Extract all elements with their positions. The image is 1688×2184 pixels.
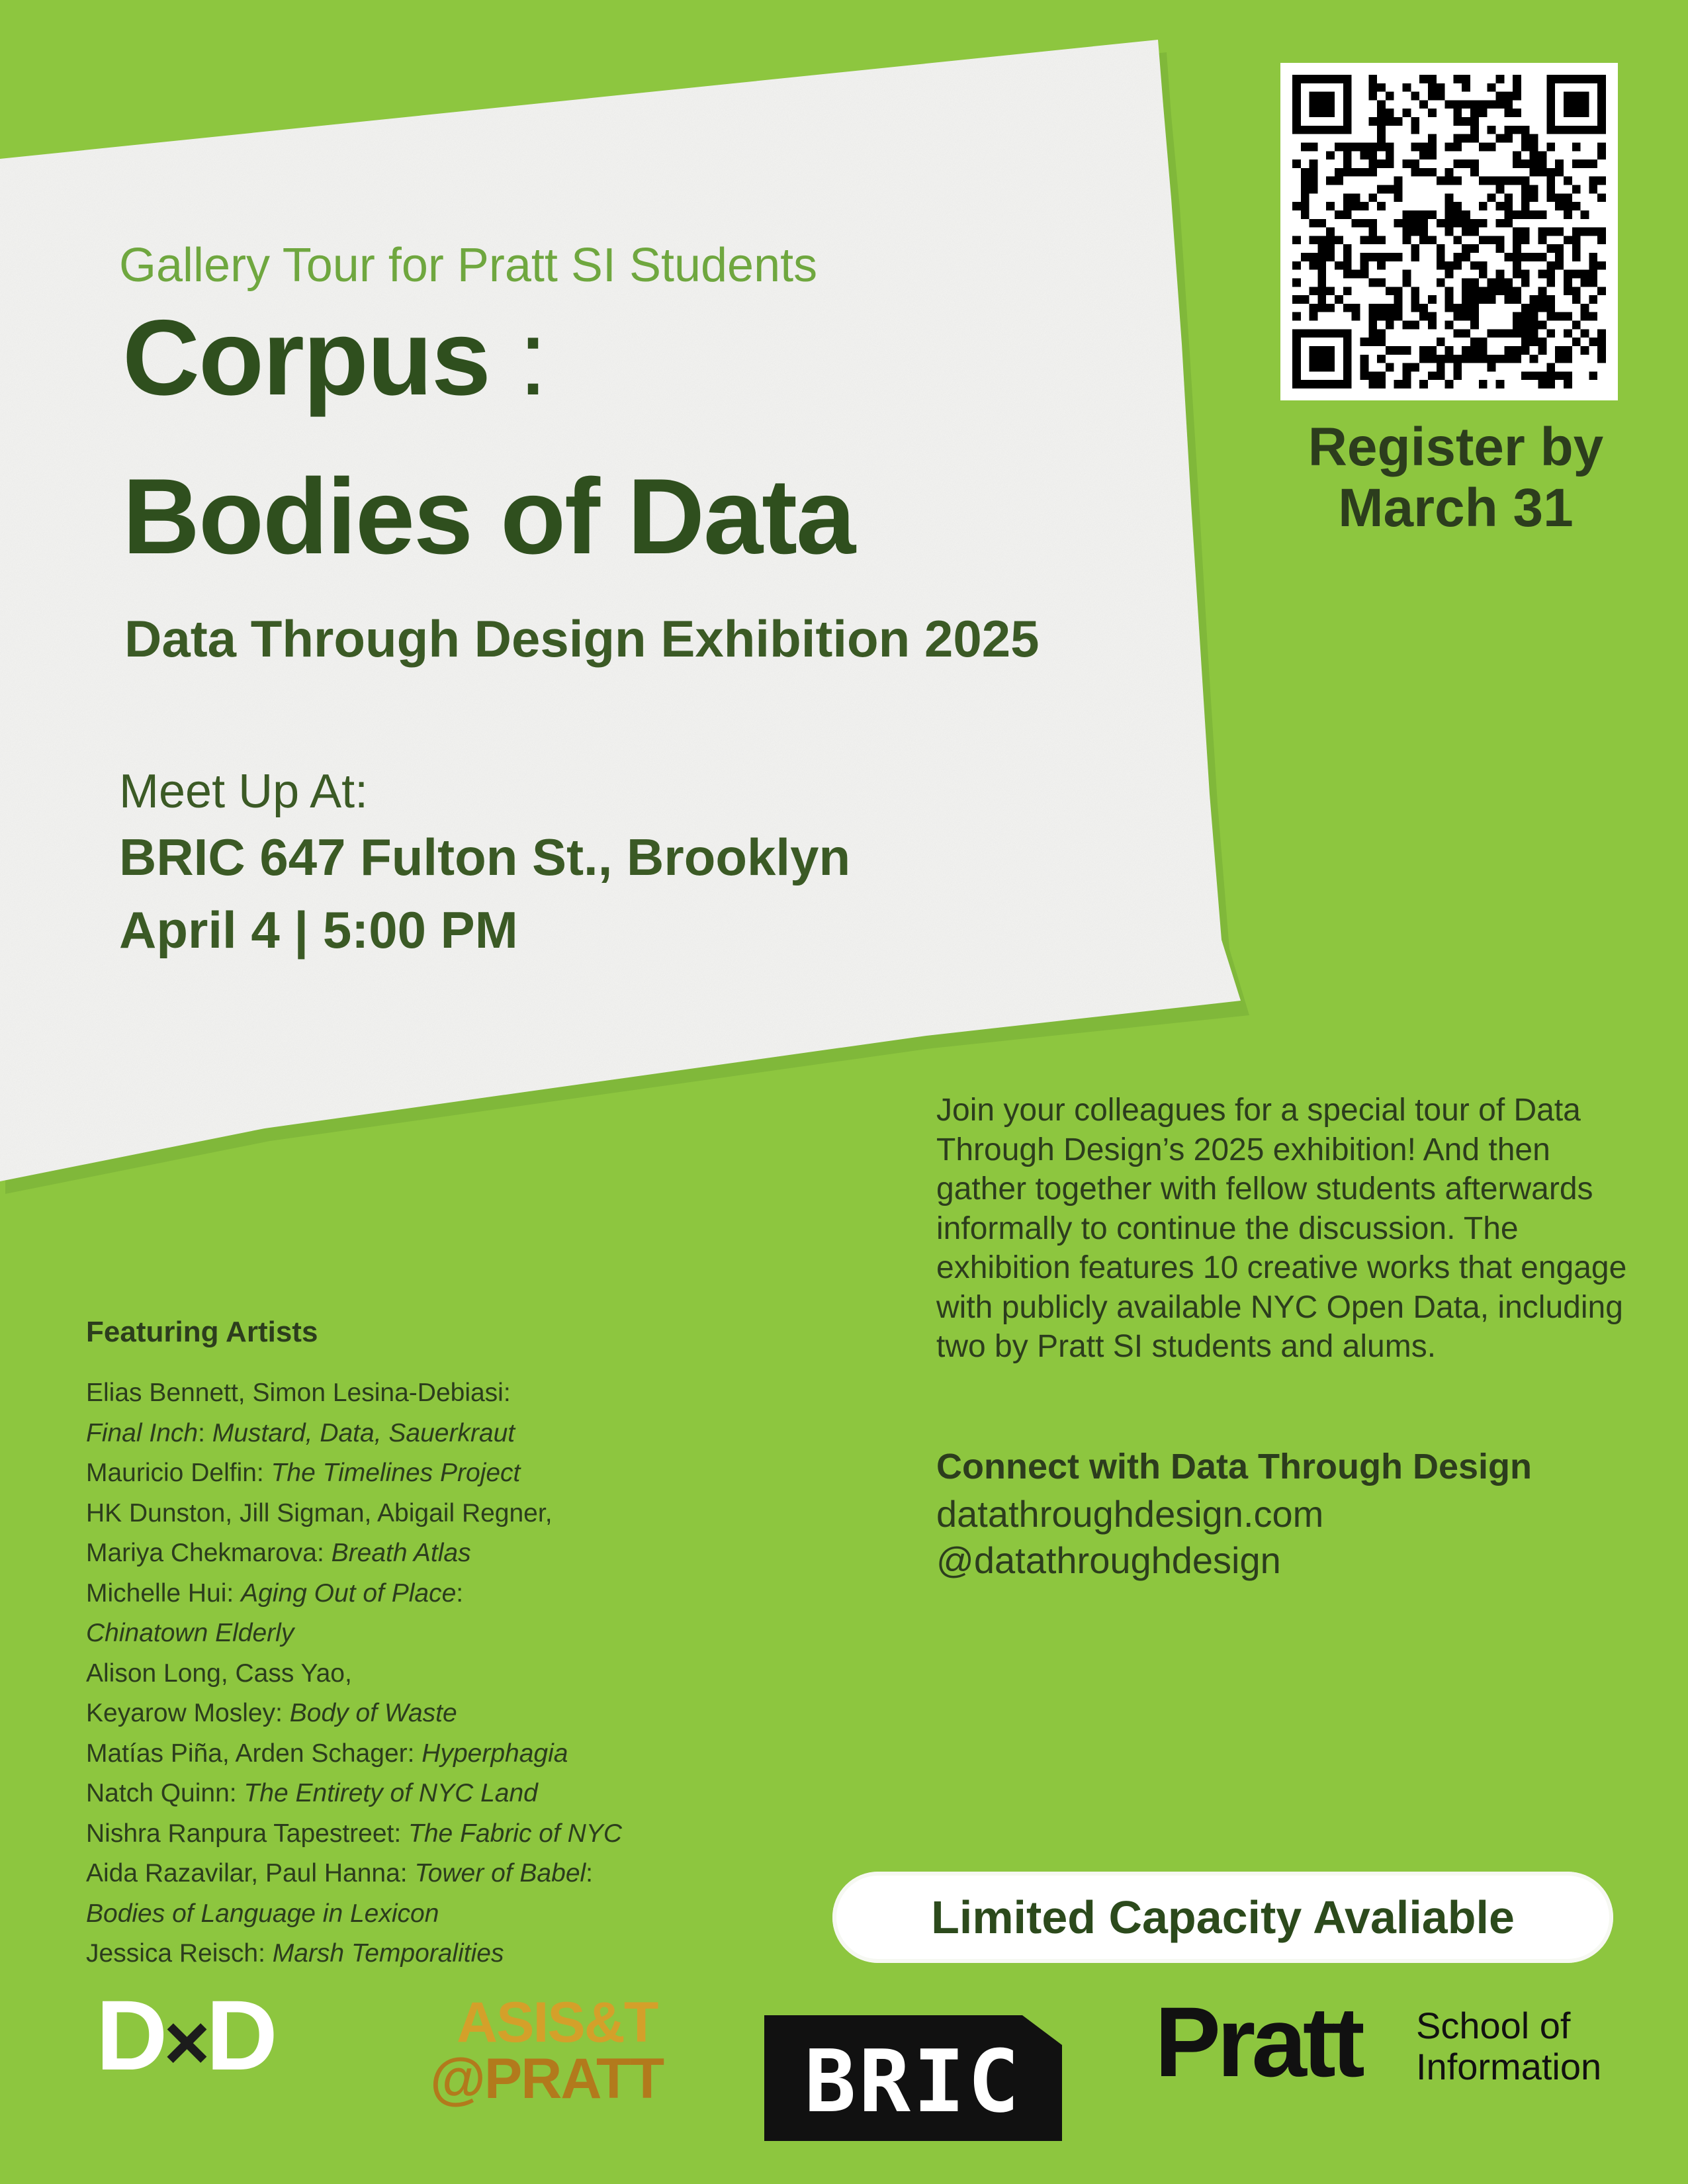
title-line-1 bbox=[122, 298, 547, 418]
artists-heading: Featuring Artists bbox=[86, 1316, 318, 1348]
artist-line bbox=[86, 1654, 781, 1694]
artwork-title: Body of Waste bbox=[289, 1699, 457, 1727]
event-description: Join your colleagues for a special tour of Data Through Design’s 2025 exhibition! And then gather together with fellow students afterwards informally to continue the discussion. The exhibition features 10 creative works that engage with publicly available NYC Open Data, including two by Pratt SI students and alums. bbox=[936, 1093, 1627, 1365]
artwork-title: Tower of Babel bbox=[414, 1859, 586, 1888]
artwork-title: Marsh Temporalities bbox=[272, 1939, 504, 1968]
social-handle-link[interactable]: @datathroughdesign bbox=[936, 1539, 1281, 1581]
artist-line bbox=[86, 1533, 781, 1574]
register-deadline bbox=[1244, 417, 1667, 539]
event-subtitle: Gallery Tour for Pratt SI Students bbox=[119, 239, 818, 292]
artists-list bbox=[86, 1373, 781, 1974]
artwork-title: The Fabric of NYC bbox=[408, 1819, 622, 1848]
svg-text:ASIS&T: ASIS&T bbox=[457, 1991, 658, 2054]
artist-names: Michelle Hui: bbox=[86, 1578, 242, 1608]
artist-line bbox=[86, 1734, 781, 1774]
artist-names: Mauricio Delfin: bbox=[86, 1459, 271, 1487]
artist-names: Matías Piña, Arden Schager: bbox=[86, 1739, 422, 1768]
artist-names: Keyarow Mosley: bbox=[86, 1699, 290, 1727]
artist-line bbox=[86, 1774, 781, 1814]
pratt-logo: Pratt bbox=[1155, 1986, 1361, 2097]
exhibition-name: Data Through Design Exhibition 2025 bbox=[124, 610, 1040, 668]
artist-names: : bbox=[198, 1418, 212, 1447]
artist-names: Mariya Chekmarova: bbox=[86, 1539, 332, 1567]
register-line-2: March 31 bbox=[1338, 477, 1574, 538]
artist-line bbox=[86, 1814, 781, 1854]
school-line-1: School of bbox=[1416, 2005, 1571, 2046]
asist-pratt-logo bbox=[423, 1979, 675, 2111]
artist-line bbox=[86, 1854, 781, 1894]
artist-line bbox=[86, 1694, 781, 1734]
artwork-title: Bodies of Language in Lexicon bbox=[86, 1899, 439, 1928]
bric-logo-text: BRIC bbox=[804, 2031, 1022, 2132]
artwork-title: Hyperphagia bbox=[422, 1739, 568, 1768]
artwork-title: The Entirety of NYC Land bbox=[244, 1779, 538, 1807]
connect-heading: Connect with Data Through Design bbox=[936, 1447, 1532, 1486]
register-line-1: Register by bbox=[1308, 417, 1604, 477]
artwork-title: Final Inch bbox=[86, 1418, 199, 1447]
dxd-logo: D×D bbox=[96, 1979, 274, 2091]
qr-code-icon[interactable] bbox=[1280, 63, 1618, 400]
artwork-title: Chinatown Elderly bbox=[86, 1619, 294, 1647]
artwork-title: Breath Atlas bbox=[331, 1539, 471, 1567]
title-line-2: Bodies of Data bbox=[122, 457, 855, 576]
artist-names: Jessica Reisch: bbox=[86, 1939, 273, 1968]
artist-names: Nishra Ranpura Tapestreet: bbox=[86, 1819, 409, 1848]
artist-names: HK Dunston, Jill Sigman, Abigail Regner, bbox=[86, 1498, 553, 1527]
artist-names: Alison Long, Cass Yao, bbox=[86, 1659, 352, 1688]
artist-line bbox=[86, 1894, 781, 1934]
meetup-date: April 4 | 5:00 PM bbox=[119, 901, 518, 959]
artist-line bbox=[86, 1934, 781, 1974]
school-line-2: Information bbox=[1416, 2045, 1602, 2087]
artist-names: Natch Quinn: bbox=[86, 1779, 244, 1807]
artist-line bbox=[86, 1614, 781, 1654]
meetup-address: BRIC 647 Fulton St., Brooklyn bbox=[119, 828, 851, 886]
school-of-information-text bbox=[1416, 2005, 1601, 2087]
artist-line bbox=[86, 1453, 781, 1494]
title-main: Corpus bbox=[122, 298, 490, 418]
svg-text:@PRATT: @PRATT bbox=[430, 2047, 664, 2111]
website-link[interactable]: datathroughdesign.com bbox=[936, 1493, 1324, 1535]
artist-names: Aida Razavilar, Paul Hanna: bbox=[86, 1859, 415, 1888]
artist-names: : bbox=[456, 1578, 464, 1608]
artist-names: Elias Bennett, Simon Lesina-Debiasi: bbox=[86, 1379, 511, 1407]
artist-names: : bbox=[586, 1859, 594, 1888]
capacity-badge: Limited Capacity Avaliable bbox=[832, 1872, 1613, 1963]
title-colon: : bbox=[518, 298, 547, 418]
artist-line bbox=[86, 1373, 781, 1414]
artwork-title: Aging Out of Place bbox=[241, 1578, 457, 1608]
artwork-title: Mustard, Data, Sauerkraut bbox=[212, 1418, 515, 1447]
artist-line bbox=[86, 1494, 781, 1534]
artwork-title: The Timelines Project bbox=[271, 1459, 521, 1487]
artist-line bbox=[86, 1574, 781, 1614]
artist-line bbox=[86, 1414, 781, 1454]
meetup-label: Meet Up At: bbox=[119, 765, 369, 818]
